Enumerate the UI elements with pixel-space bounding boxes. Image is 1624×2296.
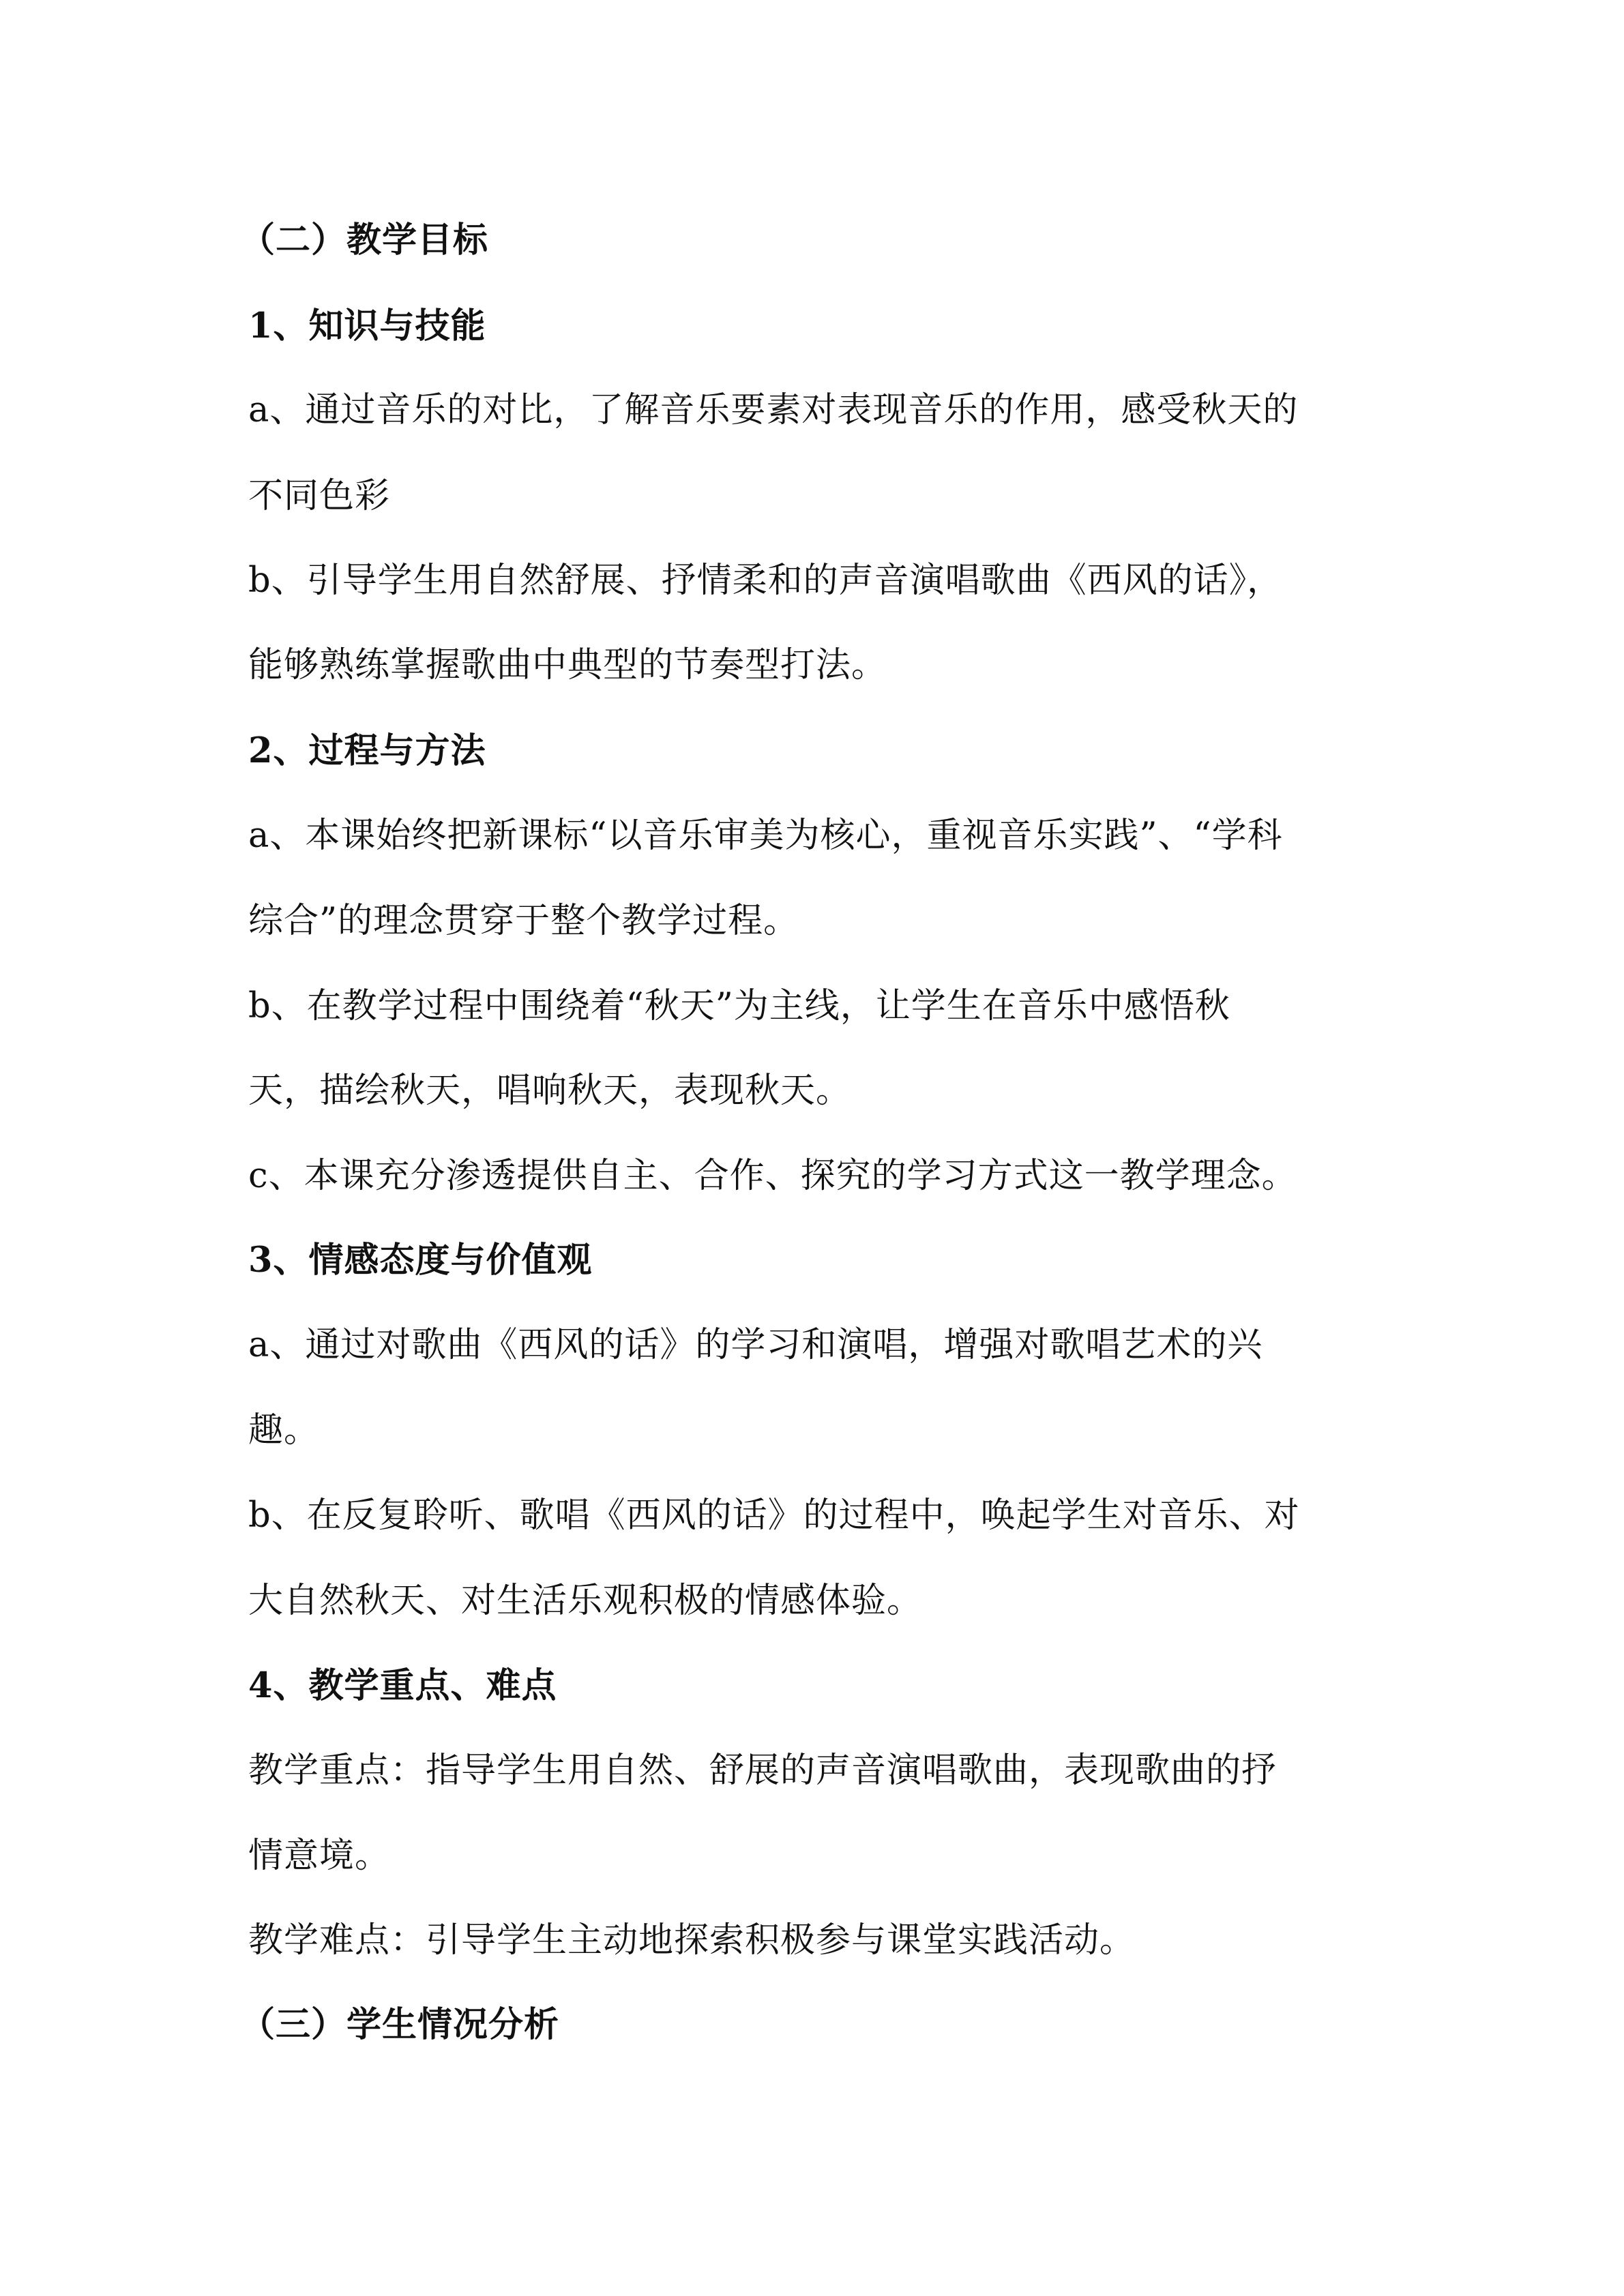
paragraph-line: a、通过对歌曲《西风的话》的学习和演唱，增强对歌唱艺术的兴: [248, 1325, 1263, 1365]
paragraph-line: b、在教学过程中围绕着“秋天”为主线，让学生在音乐中感悟秋: [248, 986, 1230, 1026]
subheading-knowledge-skills: 1、知识与技能: [248, 305, 486, 346]
paragraph-line: 情意境。: [248, 1836, 391, 1876]
subheading-process-methods: 2、过程与方法: [248, 730, 486, 771]
paragraph-line: 趣。: [248, 1410, 320, 1450]
paragraph-line: 天，描绘秋天，唱响秋天，表现秋天。: [248, 1071, 852, 1111]
subheading-key-difficult-points: 4、教学重点、难点: [248, 1665, 557, 1706]
paragraph-line: 综合”的理念贯穿于整个教学过程。: [248, 901, 799, 941]
paragraph-line: 大自然秋天、对生活乐观积极的情感体验。: [248, 1581, 923, 1621]
paragraph-line: 教学重点：指导学生用自然、舒展的声音演唱歌曲，表现歌曲的抒: [248, 1750, 1278, 1791]
paragraph-line: c、本课充分渗透提供自主、合作、探究的学习方式这一教学理念。: [248, 1156, 1297, 1196]
paragraph-line: a、本课始终把新课标“以音乐审美为核心，重视音乐实践”、“学科: [248, 816, 1283, 856]
section-heading-teaching-goals: （二）教学目标: [240, 220, 489, 260]
paragraph-line: 不同色彩: [248, 476, 391, 516]
subheading-emotion-values: 3、情感态度与价值观: [248, 1240, 593, 1281]
paragraph-line: 教学难点：引导学生主动地探索积极参与课堂实践活动。: [248, 1920, 1136, 1960]
paragraph-line: a、通过音乐的对比，了解音乐要素对表现音乐的作用，感受秋天的: [248, 390, 1299, 430]
paragraph-line: b、引导学生用自然舒展、抒情柔和的声音演唱歌曲《西风的话》，: [248, 561, 1283, 601]
paragraph-line: 能够熟练掌握歌曲中典型的节奏型打法。: [248, 645, 887, 685]
paragraph-line: b、在反复聆听、歌唱《西风的话》的过程中，唤起学生对音乐、对: [248, 1495, 1300, 1536]
section-heading-student-analysis: （三）学生情况分析: [240, 2004, 560, 2045]
